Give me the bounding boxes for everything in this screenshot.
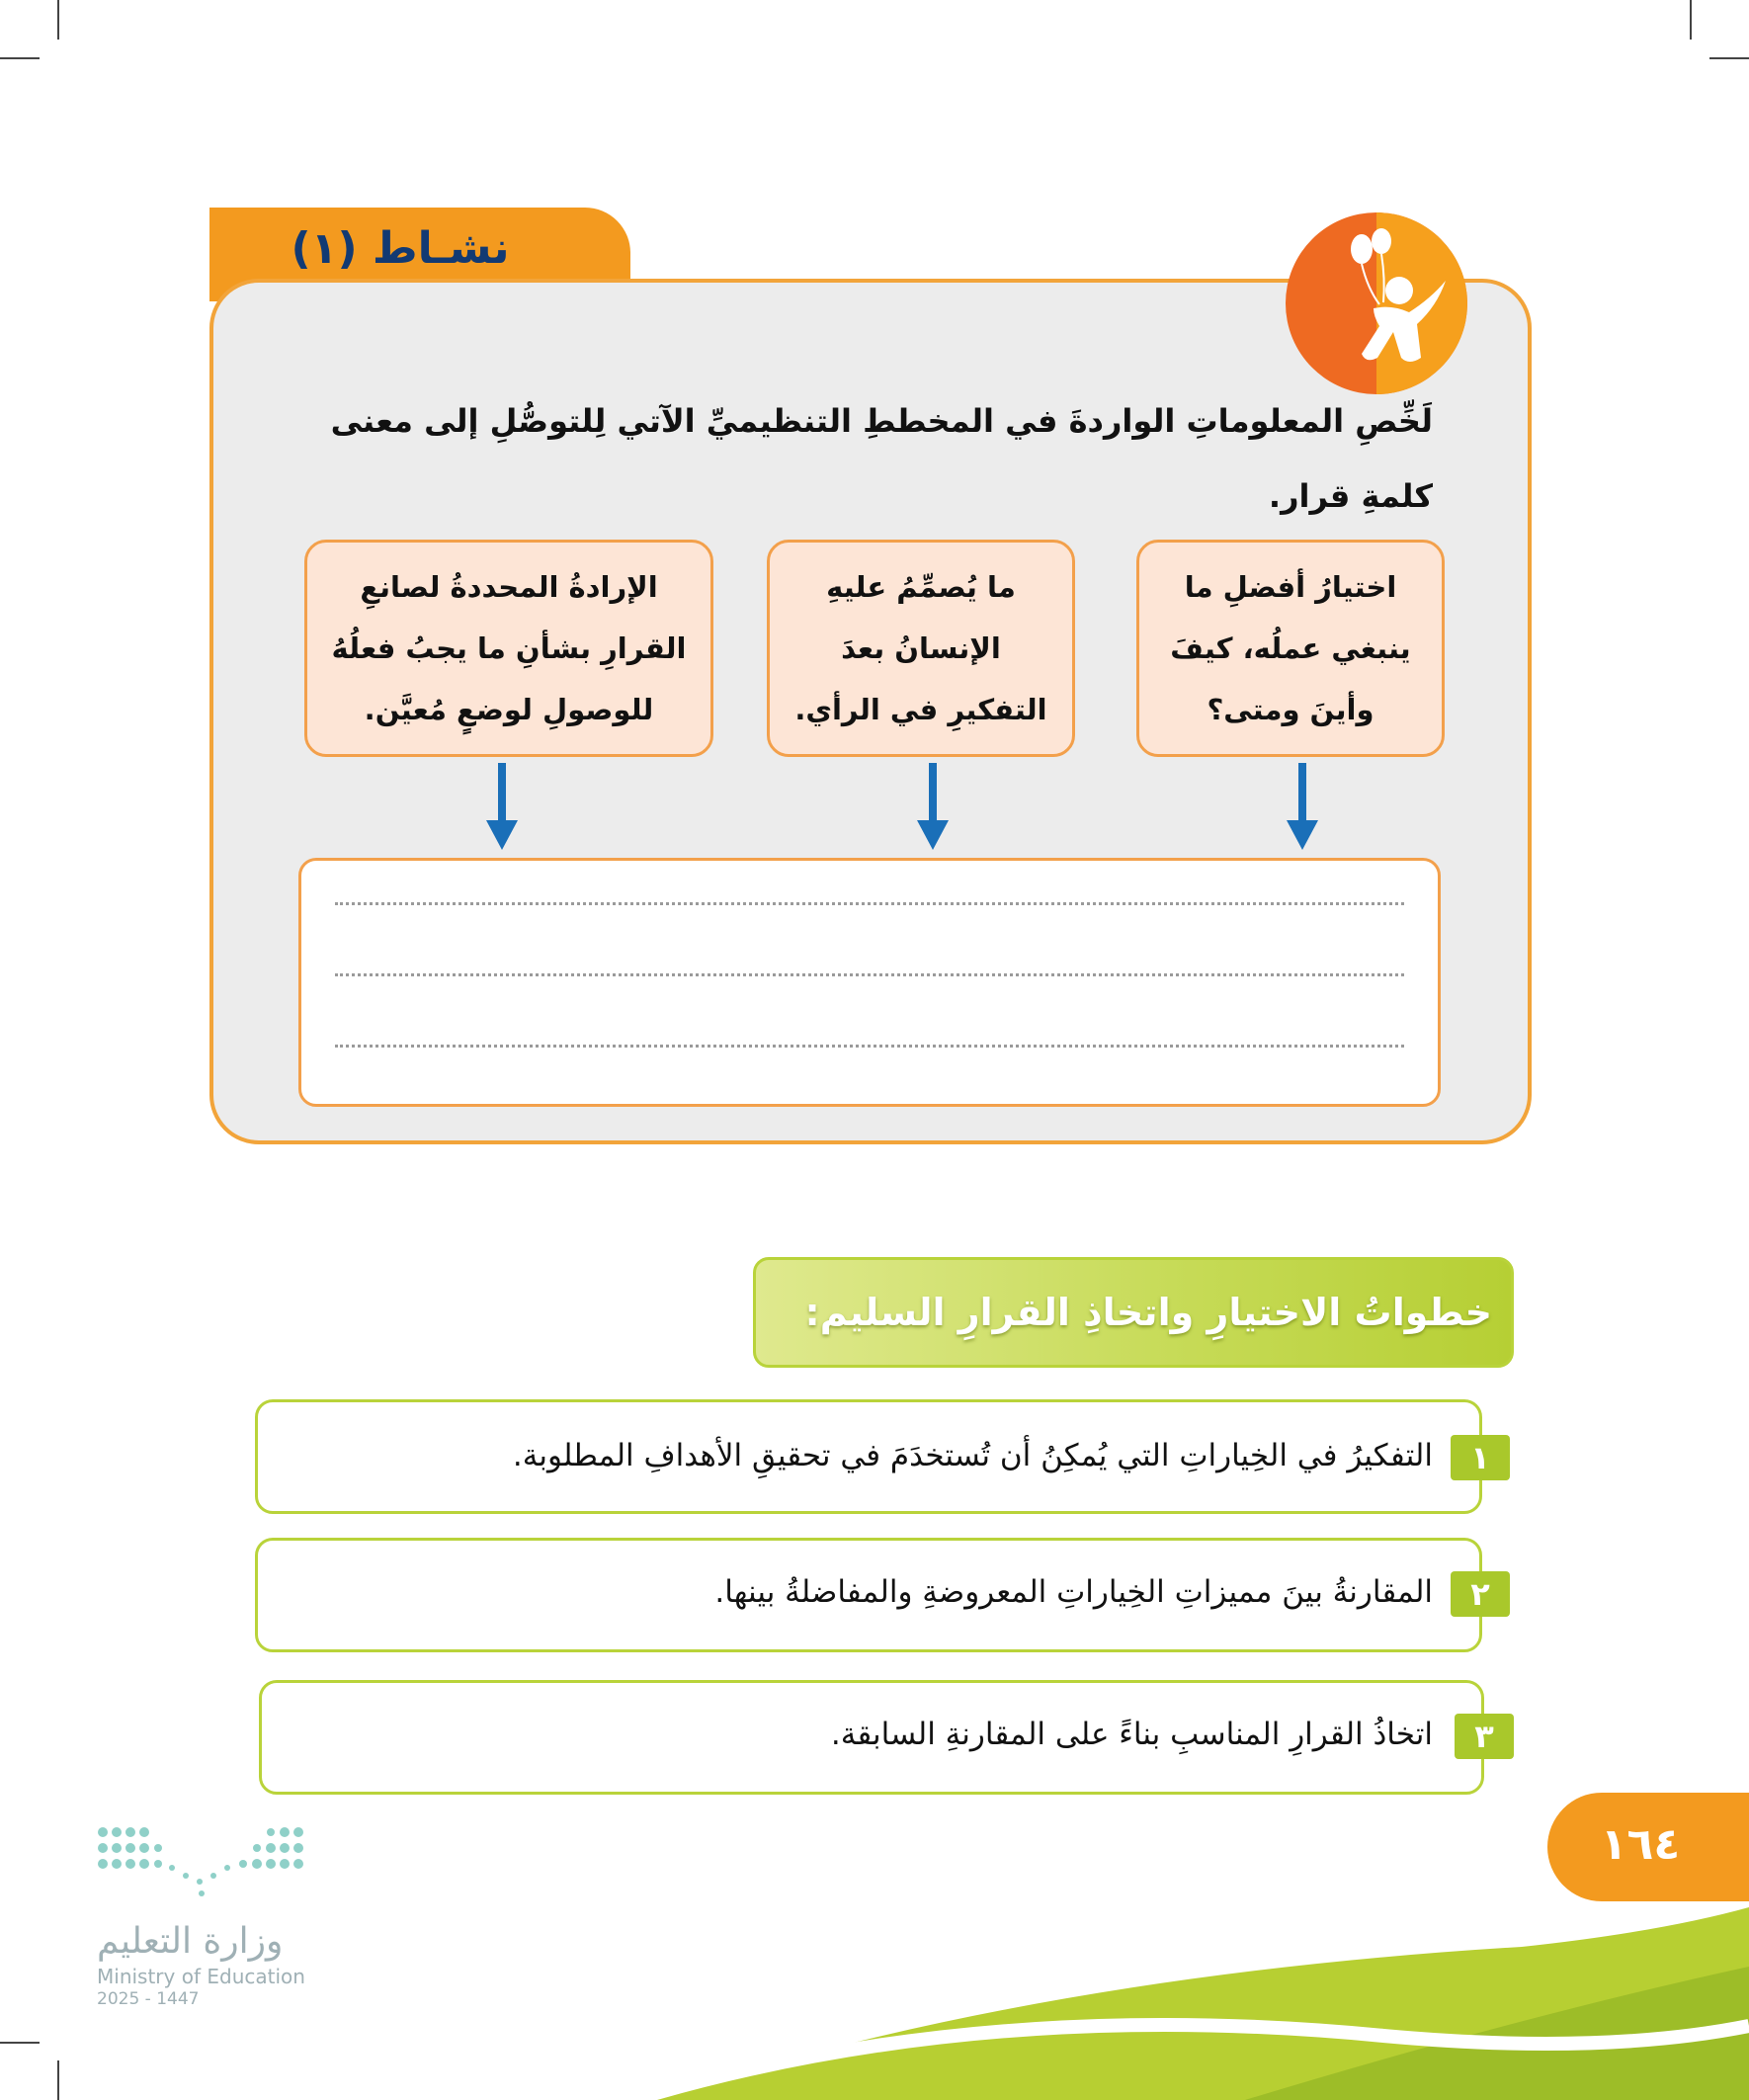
activity-instruction: لَخِّصِ المعلوماتِ الواردةَ في المخططِ التنظيميِّ الآتي لِلتوصُّلِ إلى معنى كلمةِ قرار. [330,402,1433,515]
crop-mark [1690,0,1692,40]
concept-box-3: الإرادةُ المحددةُ لصانعِ القرارِ بشأنِ ما يجبُ فعلُهُ للوصولِ لوضعٍ مُعيَّن. [304,540,713,757]
concept-box-2: ما يُصمِّمُ عليهِ الإنسانُ بعدَ التفكيرِ في الرأي. [767,540,1075,757]
ministry-year: 2025 - 1447 [97,1989,200,2009]
crop-mark [57,2060,59,2100]
step-text-2: المقارنةُ بينَ مميزاتِ الخِياراتِ المعروضةِ والمفاضلةُ بينها. [714,1574,1433,1610]
step-text-3: اتخاذُ القرارِ المناسبِ بناءً على المقارنةِ السابقة. [830,1717,1433,1752]
down-arrow-icon [1283,763,1322,852]
concept-box-1: اختيارُ أفضلِ ما ينبغي عملُه، كيفَ وأينَ ومتى؟ [1136,540,1445,757]
ministry-logo-icon [95,1820,312,1899]
down-arrow-icon [913,763,953,852]
step-number-3: ٣ [1455,1714,1514,1759]
crop-mark [1709,57,1749,59]
step-number-1: ١ [1451,1435,1510,1480]
page-number: ١٦٤ [1600,1819,1681,1870]
answer-line[interactable] [335,973,1404,976]
step-number-2: ٢ [1451,1571,1510,1617]
green-wave-decoration [632,1907,1749,2100]
step-text-1: التفكيرُ في الخِياراتِ التي يُمكِنُ أن تُستخدَمَ في تحقيقِ الأهدافِ المطلوبة. [512,1438,1433,1473]
answer-line[interactable] [335,902,1404,905]
celebrating-child-icon [1283,210,1470,397]
crop-mark [57,0,59,40]
steps-title: خطواتُ الاختيارِ واتخاذِ القرارِ السليم: [804,1291,1492,1334]
crop-mark [0,57,40,59]
ministry-name-english: Ministry of Education [97,1965,305,1988]
ministry-name-arabic: وزارة التعليم [97,1921,284,1962]
answer-line[interactable] [335,1045,1404,1048]
crop-mark [0,2042,40,2044]
down-arrow-icon [482,763,522,852]
answer-box[interactable] [298,858,1441,1107]
activity-title: نشـاط (١) [291,223,510,274]
